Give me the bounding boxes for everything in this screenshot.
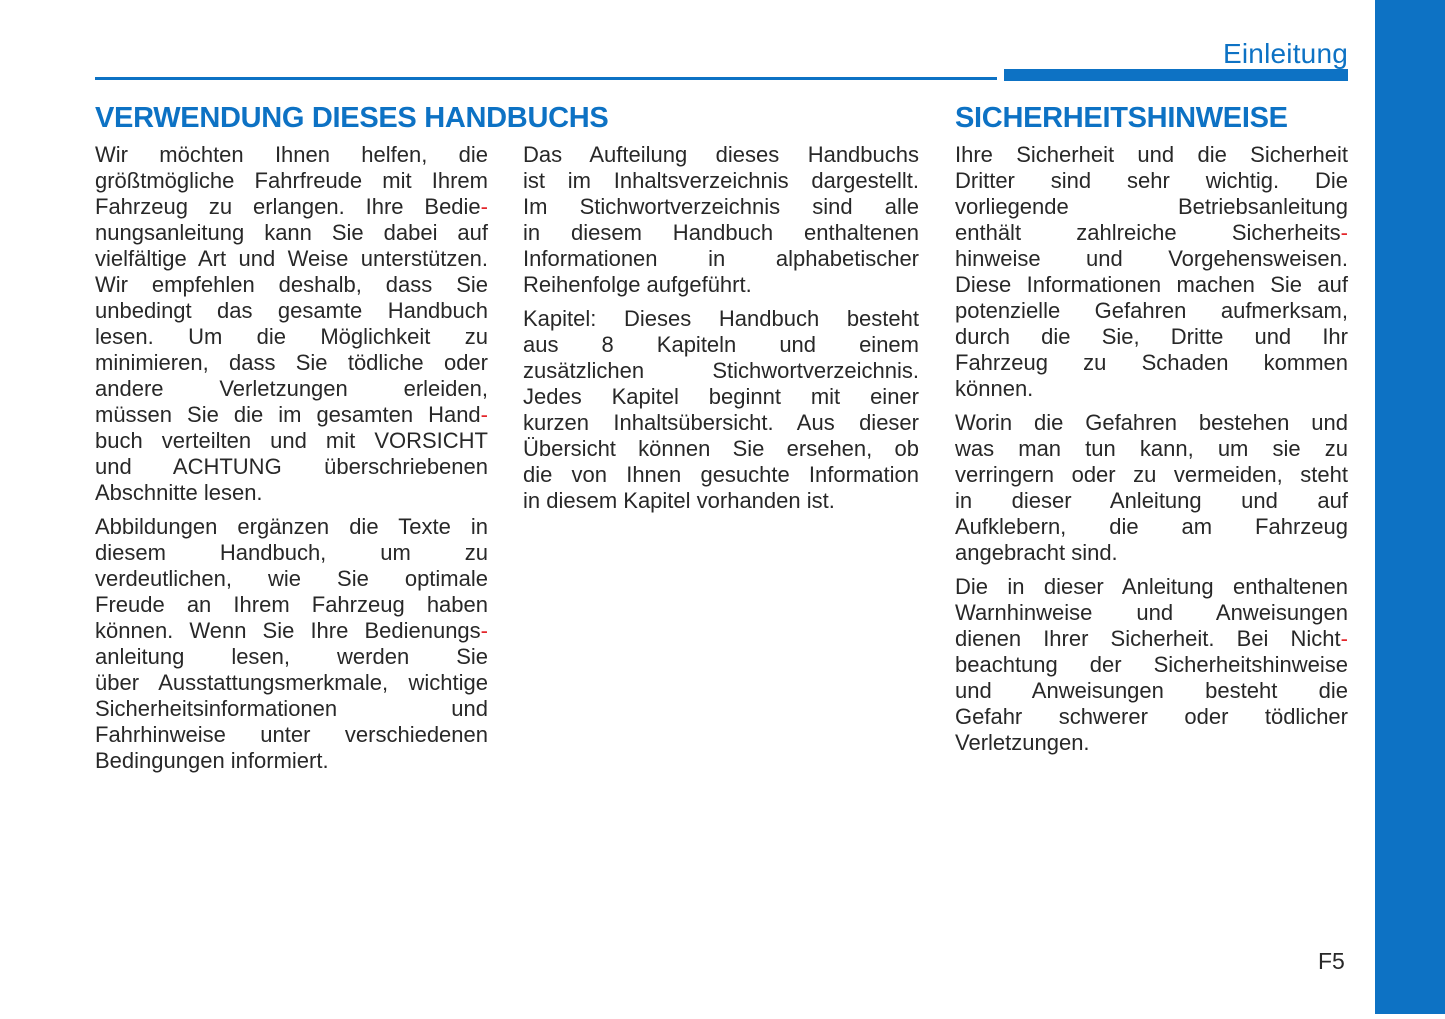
text-line: buch verteilten und mit VORSICHT [95, 428, 488, 453]
text-line: Diese Informationen machen Sie auf [955, 272, 1348, 297]
text-line: Freude an Ihrem Fahrzeug haben [95, 592, 488, 617]
chapter-label: Einleitung [1223, 38, 1348, 69]
text-line: die von Ihnen gesuchte Information [523, 462, 919, 487]
text-line: vorliegende Betriebsanleitung [955, 194, 1348, 219]
text-line: Bedingungen informiert. [95, 748, 329, 773]
paragraph [95, 514, 488, 774]
paragraph [523, 306, 919, 514]
red-hyphen: - [480, 618, 488, 643]
paragraph [955, 574, 1348, 756]
paragraph [955, 142, 1348, 402]
section-heading-safety: SICHERHEITSHINWEISE [955, 102, 1288, 134]
text-line: Wir möchten Ihnen helfen, die [95, 142, 488, 167]
text-line: können. [955, 376, 1034, 401]
text-line: Kapitel: Dieses Handbuch besteht [523, 306, 919, 331]
header-rule-right [1004, 69, 1348, 81]
paragraph [523, 142, 919, 298]
page-number: F5 [1318, 948, 1345, 974]
text-line: über Ausstattungsmerkmale, wichtige [95, 670, 488, 695]
text-line: ist im Inhaltsverzeichnis dargestellt. [523, 168, 919, 193]
header-rule-left [95, 77, 997, 80]
red-hyphen: - [480, 402, 488, 427]
text-line: diesem Handbuch, um zu [95, 540, 488, 565]
text-line: hinweise und Vorgehensweisen. [955, 246, 1348, 271]
text-line: kurzen Inhaltsübersicht. Aus dieser [523, 410, 919, 435]
text-line: Warnhinweise und Anweisungen [955, 600, 1348, 625]
text-line: Informationen in alphabetischer [523, 246, 919, 271]
text-line: Worin die Gefahren bestehen und [955, 410, 1348, 435]
text-line: Gefahr schwerer oder tödlicher [955, 704, 1348, 729]
chapter-accent-bar [1375, 0, 1445, 1014]
text-line: Dritter sind sehr wichtig. Die [955, 168, 1348, 193]
text-column-2 [523, 142, 919, 522]
text-line: enthält zahlreiche Sicherheits- [955, 220, 1348, 245]
text-line: Jedes Kapitel beginnt mit einer [523, 384, 919, 409]
text-line: was man tun kann, um sie zu [955, 436, 1348, 461]
text-line: Ihre Sicherheit und die Sicherheit [955, 142, 1348, 167]
text-line: Abschnitte lesen. [95, 480, 263, 505]
text-line: Sicherheitsinformationen und [95, 696, 488, 721]
text-line: andere Verletzungen erleiden, [95, 376, 488, 401]
text-line: anleitung lesen, werden Sie [95, 644, 488, 669]
text-line: Das Aufteilung dieses Handbuchs [523, 142, 919, 167]
text-line: verdeutlichen, wie Sie optimale [95, 566, 488, 591]
text-line: beachtung der Sicherheitshinweise [955, 652, 1348, 677]
text-column-1 [95, 142, 488, 782]
text-line: potenzielle Gefahren aufmerksam, [955, 298, 1348, 323]
paragraph [955, 410, 1348, 566]
paragraph [95, 142, 488, 506]
text-line: Abbildungen ergänzen die Texte in [95, 514, 488, 539]
text-line: minimieren, dass Sie tödliche oder [95, 350, 488, 375]
text-line: Übersicht können Sie ersehen, ob [523, 436, 919, 461]
text-line: in diesem Handbuch enthaltenen [523, 220, 919, 245]
text-line: Aufklebern, die am Fahrzeug [955, 514, 1348, 539]
text-line: zusätzlichen Stichwortverzeichnis. [523, 358, 919, 383]
text-line: Fahrhinweise unter verschiedenen [95, 722, 488, 747]
text-line: nungsanleitung kann Sie dabei auf [95, 220, 488, 245]
text-line: angebracht sind. [955, 540, 1118, 565]
red-hyphen: - [1340, 220, 1348, 245]
text-line: Die in dieser Anleitung enthaltenen [955, 574, 1348, 599]
text-line: Wir empfehlen deshalb, dass Sie [95, 272, 488, 297]
text-line: Fahrzeug zu erlangen. Ihre Bedie- [95, 194, 488, 219]
text-line: und Anweisungen besteht die [955, 678, 1348, 703]
text-line: Verletzungen. [955, 730, 1090, 755]
text-line: lesen. Um die Möglichkeit zu [95, 324, 488, 349]
section-heading-usage: VERWENDUNG DIESES HANDBUCHS [95, 102, 609, 134]
text-line: aus 8 Kapiteln und einem [523, 332, 919, 357]
text-line: in dieser Anleitung und auf [955, 488, 1348, 513]
text-line: unbedingt das gesamte Handbuch [95, 298, 488, 323]
text-column-3 [955, 142, 1348, 764]
text-line: verringern oder zu vermeiden, steht [955, 462, 1348, 487]
red-hyphen: - [480, 194, 488, 219]
text-line: dienen Ihrer Sicherheit. Bei Nicht- [955, 626, 1348, 651]
text-line: können. Wenn Sie Ihre Bedienungs- [95, 618, 488, 643]
red-hyphen: - [1340, 626, 1348, 651]
text-line: Reihenfolge aufgeführt. [523, 272, 752, 297]
text-line: und ACHTUNG überschriebenen [95, 454, 488, 479]
text-line: in diesem Kapitel vorhanden ist. [523, 488, 835, 513]
text-line: größtmögliche Fahrfreude mit Ihrem [95, 168, 488, 193]
text-line: müssen Sie die im gesamten Hand- [95, 402, 488, 427]
text-line: Fahrzeug zu Schaden kommen [955, 350, 1348, 375]
text-line: Im Stichwortverzeichnis sind alle [523, 194, 919, 219]
text-line: durch die Sie, Dritte und Ihr [955, 324, 1348, 349]
text-line: vielfältige Art und Weise unterstützen. [95, 246, 488, 271]
